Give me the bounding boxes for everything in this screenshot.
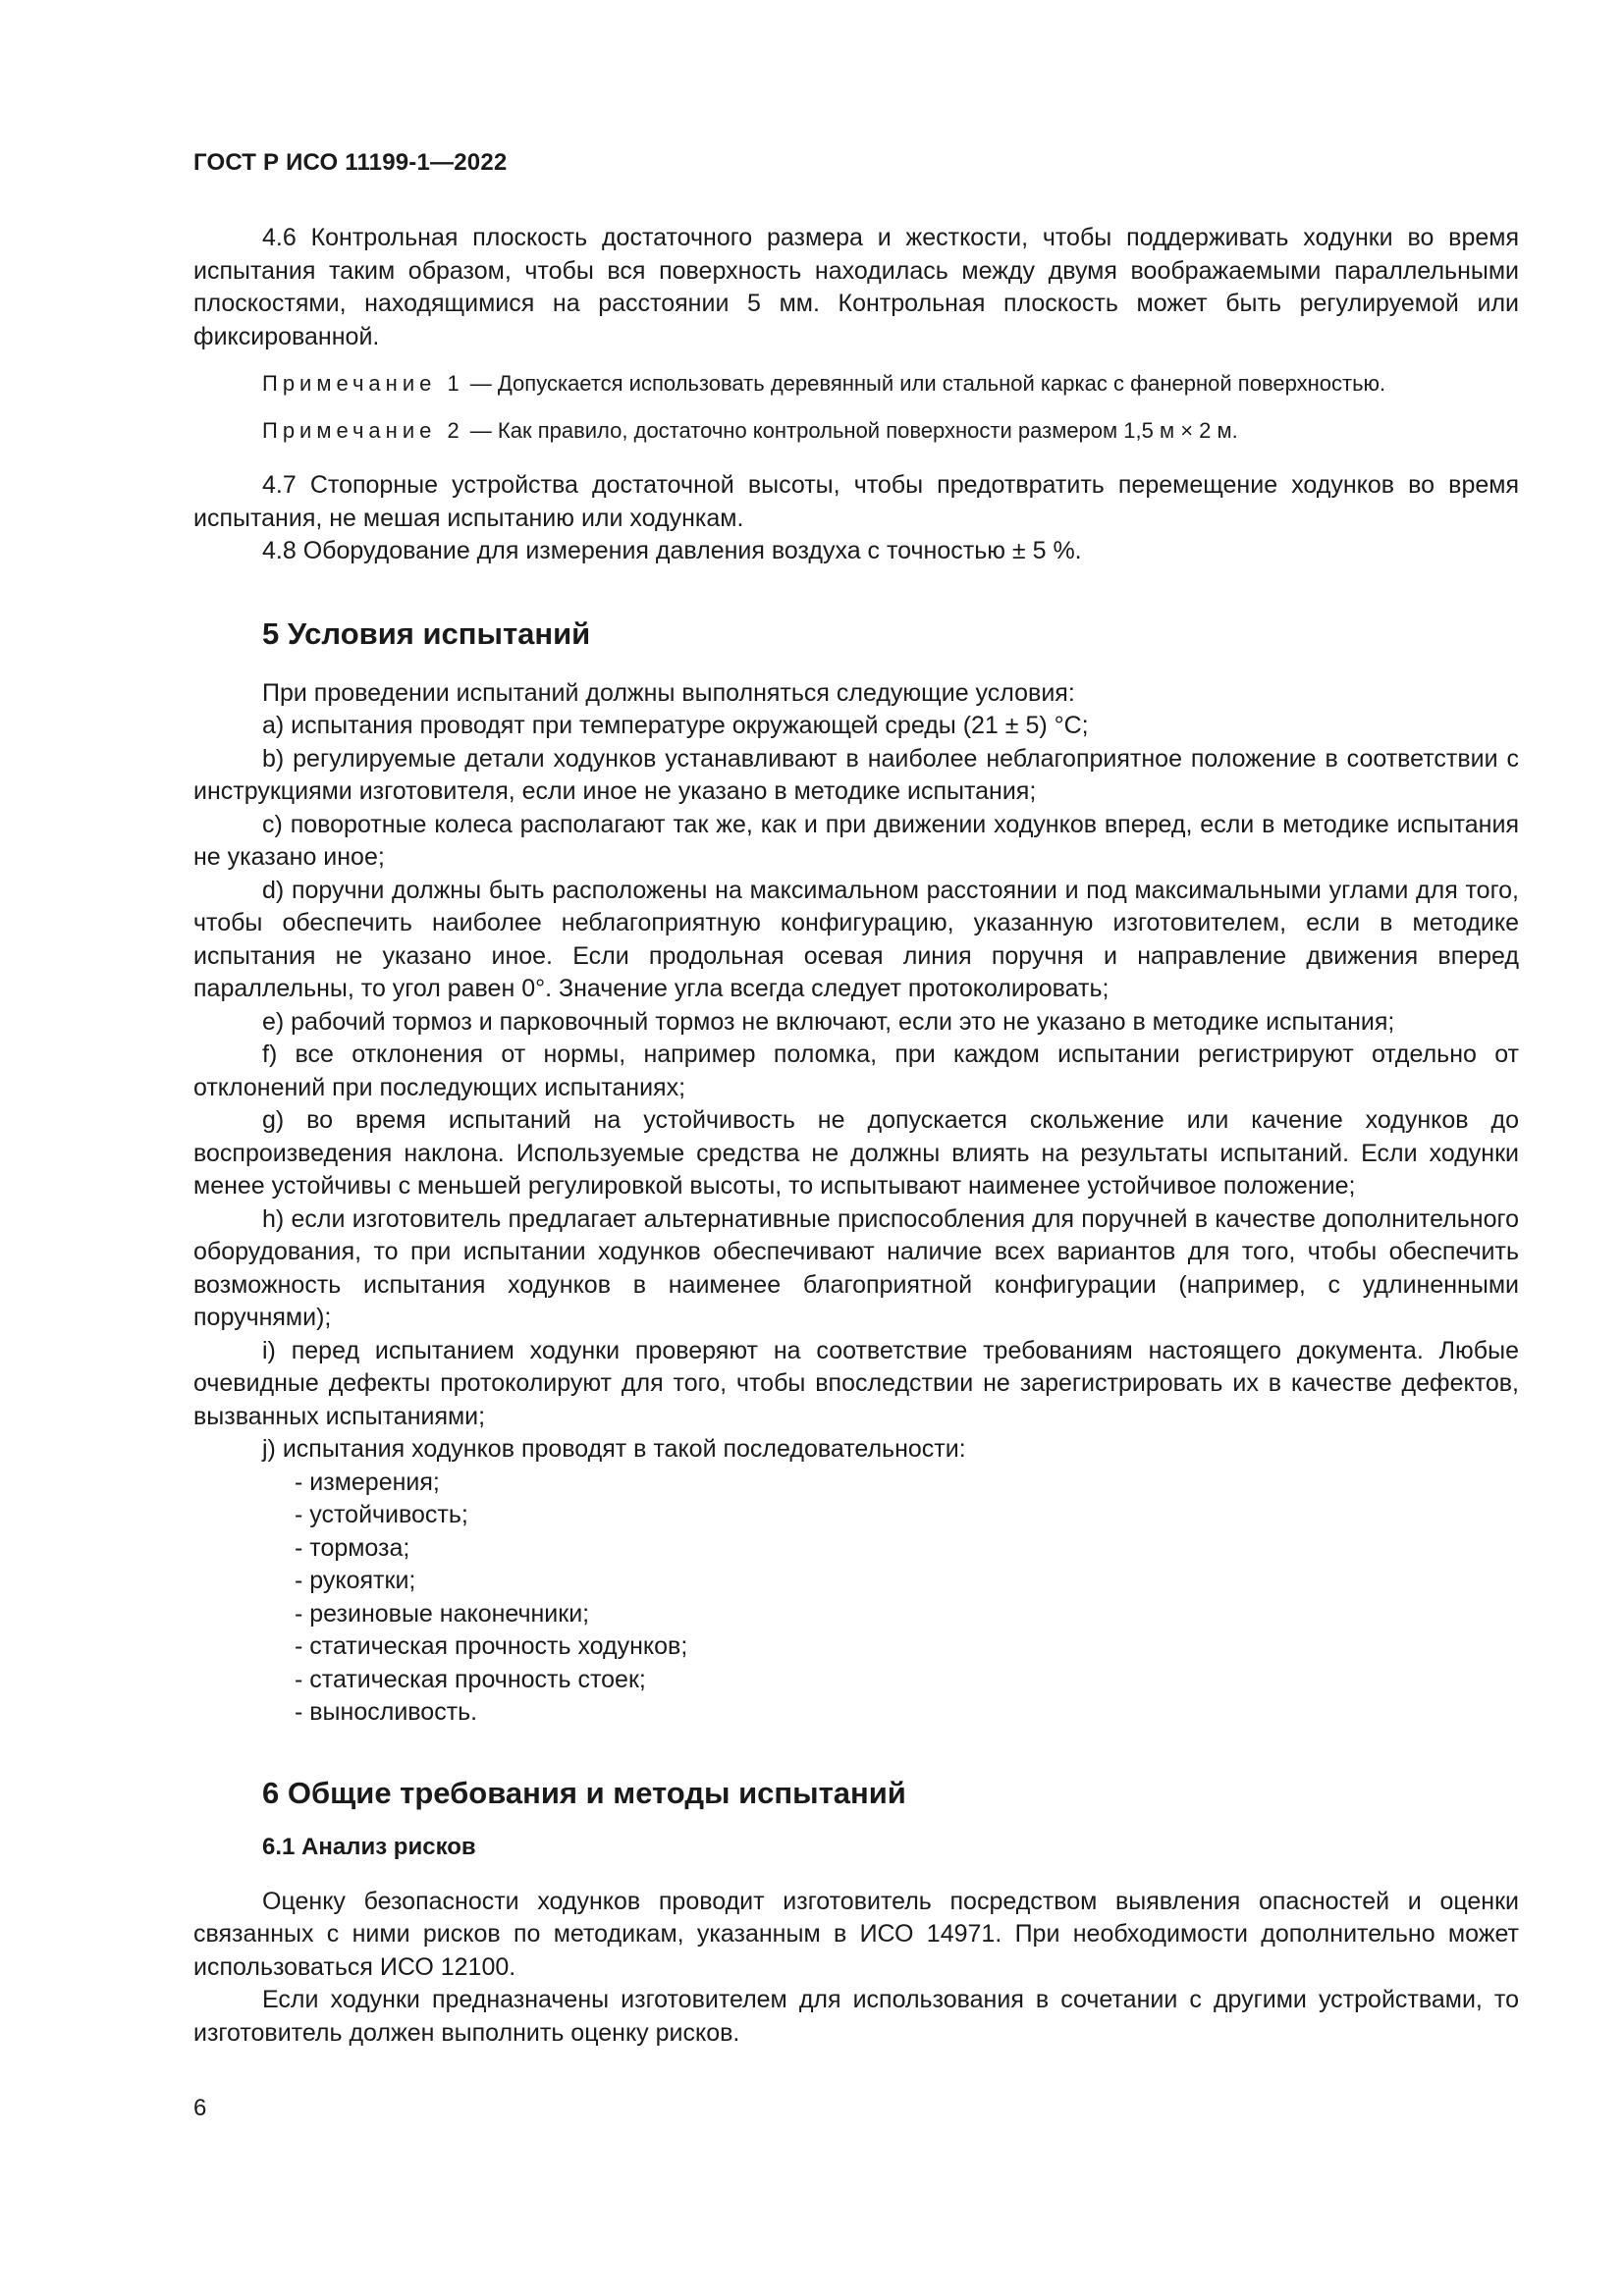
document-body: [193, 222, 1519, 2050]
condition-item-a: a) испытания проводят при температуре окружающей среды (21 ± 5) °C;: [262, 712, 1089, 739]
note-2-text: — Как правило, достаточно контрольной поверхности размером 1,5 м × 2 м.: [463, 418, 1238, 443]
condition-item-c: c) поворотные колеса располагают так же, как и при движении ходунков вперед, если в методике испытания не указано иное;: [193, 810, 1519, 871]
condition-item-g: g) во время испытаний на устойчивость не допускается скольжение или качение ходунков до воспроизведения наклона. Используемые средства не должны влиять на результаты испытаний. Если ходунки менее устойчивы с меньшей регулировкой высоты, то испытывают наименее устойчивое положение;: [193, 1106, 1519, 1200]
note-1-text: — Допускается использовать деревянный или стальной каркас с фанерной поверхностью.: [463, 371, 1386, 396]
condition-item-j: j) испытания ходунков проводят в такой последовательности:: [262, 1435, 966, 1463]
sequence-item: - тормоза;: [295, 1533, 410, 1562]
paragraph-6-1-a: Оценку безопасности ходунков проводит изготовитель посредством выявления опасностей и оценки связанных с ними рисков по методикам, указанным в ИСО 14971. При необходимости дополнительно может использоваться ИСО 12100.: [193, 1887, 1519, 1981]
section-5-heading: 5 Условия испытаний: [262, 615, 591, 651]
condition-item-i: i) перед испытанием ходунки проверяют на соответствие требованиям настоящего документа. Любые очевидные дефекты протоколируют для того, чтобы впоследствии не зарегистрировать их в качестве дефектов, вызванных испытаниями;: [193, 1336, 1519, 1430]
section-6-heading: 6 Общие требования и методы испытаний: [262, 1775, 906, 1810]
sequence-item: - резиновые наконечники;: [295, 1599, 590, 1628]
condition-item-b: b) регулируемые детали ходунков устанавливают в наиболее неблагоприятное положение в соответствии с инструкциями изготовителя, если иное не указано в методике испытания;: [193, 744, 1519, 805]
subsection-6-1-heading: 6.1 Анализ рисков: [262, 1833, 476, 1860]
condition-item-e: e) рабочий тормоз и парковочный тормоз не включают, если это не указано в методике испытания;: [262, 1007, 1395, 1036]
note-1-label: Примечание 1: [262, 371, 464, 396]
sequence-item: - устойчивость;: [295, 1501, 468, 1528]
condition-item-h: h) если изготовитель предлагает альтернативные приспособления для поручней в качестве дополнительного оборудования, то при испытании ходунков обеспечивают наличие всех вариантов для того, чтобы обеспечить возможность испытания ходунков в наименее благоприятной конфигурации (например, с удлиненными поручнями);: [193, 1204, 1519, 1331]
sequence-item: - статическая прочность стоек;: [295, 1665, 646, 1693]
section-5-intro: При проведении испытаний должны выполняться следующие условия:: [262, 678, 1075, 707]
sequence-item: - статическая прочность ходунков;: [295, 1632, 688, 1660]
sequence-item: - рукоятки;: [295, 1567, 416, 1594]
page-number: 6: [193, 2095, 207, 2121]
sequence-item: - измерения;: [295, 1468, 440, 1496]
paragraph-4-8: 4.8 Оборудование для измерения давления воздуха с точностью ± 5 %.: [262, 537, 1082, 564]
note-2-label: Примечание 2: [262, 418, 464, 443]
note-2: [262, 416, 1519, 446]
note-1: [262, 369, 1519, 399]
paragraph-6-1-b: Если ходунки предназначены изготовителем для использования в сочетании с другими устройствами, то изготовитель должен выполнить оценку рисков.: [193, 1986, 1519, 2047]
sequence-item: - выносливость.: [295, 1698, 478, 1726]
paragraph-4-6: 4.6 Контрольная плоскость достаточного размера и жесткости, чтобы поддерживать ходунки во время испытания таким образом, чтобы вся поверхность находилась между двумя воображаемыми параллельными плоскостями, находящимися на расстоянии 5 мм. Контрольная плоскость может быть регулируемой или фиксированной.: [193, 224, 1519, 350]
condition-item-f: f) все отклонения от нормы, например поломка, при каждом испытании регистрируют отдельно от отклонений при последующих испытаниях;: [193, 1041, 1519, 1101]
paragraph-4-7: 4.7 Стопорные устройства достаточной высоты, чтобы предотвратить перемещение ходунков во время испытания, не мешая испытанию или ходункам.: [193, 471, 1519, 532]
condition-item-d: d) поручни должны быть расположены на максимальном расстоянии и под максимальными углами для того, чтобы обеспечить наиболее неблагоприятную конфигурацию, указанную изготовителем, если в методике испытания не указано иное. Если продольная осевая линия поручня и направление движения вперед параллельны, то угол равен 0°. Значение угла всегда следует протоколировать;: [193, 876, 1519, 1002]
document-header: ГОСТ Р ИСО 11199-1—2022: [193, 149, 508, 176]
